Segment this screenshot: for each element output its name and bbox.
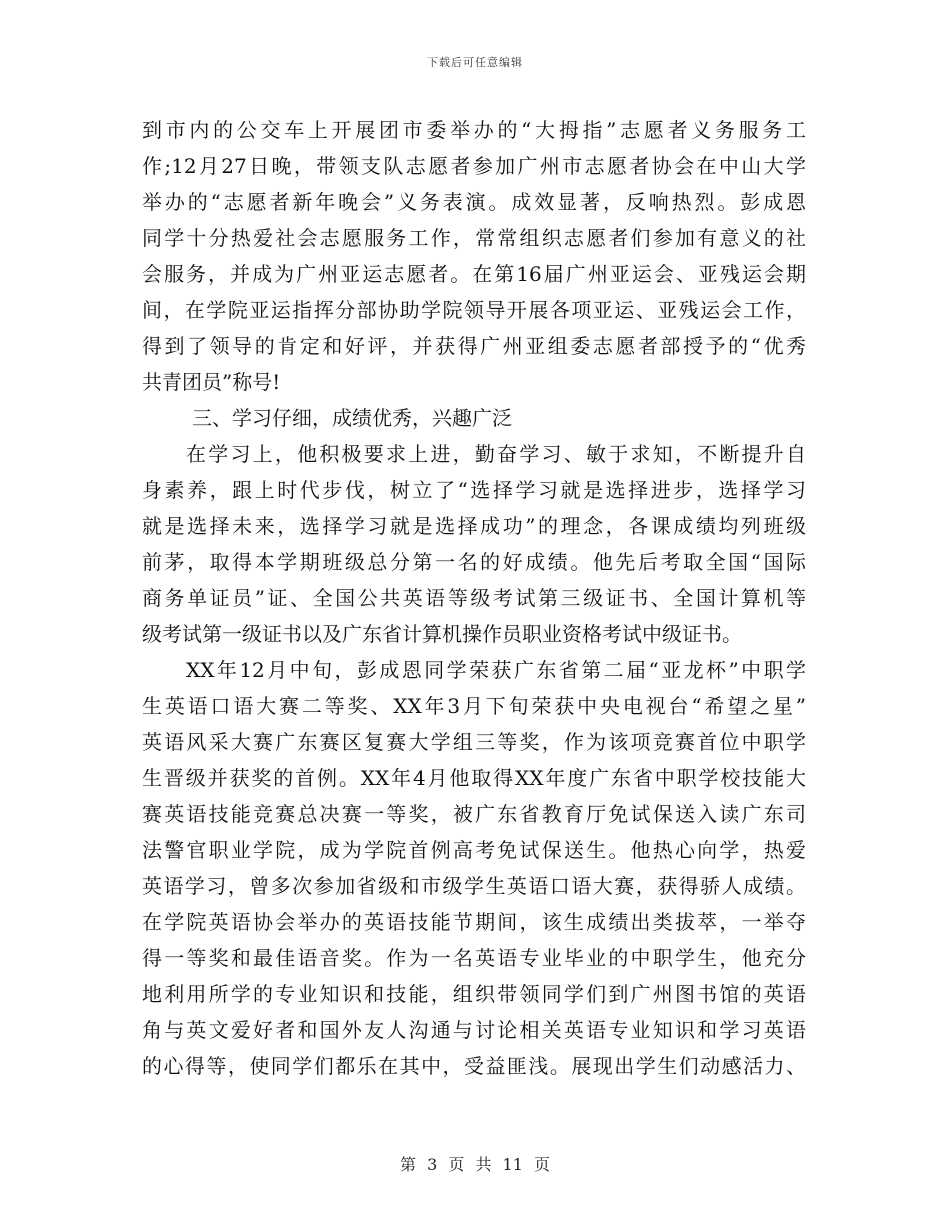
text-line: 会服务，并成为广州亚运志愿者。在第16届广州亚运会、亚残运会期 [142,262,806,286]
text-line: 作;12月27日晚，带领支队志愿者参加广州市志愿者协会在中山大学 [142,154,806,178]
page-number-footer: 第 3 页 共 11 页 [400,1155,550,1174]
text-line: 举办的“志愿者新年晚会”义务表演。成效显著，反响热烈。彭成恩 [142,190,806,214]
text-line: 同学十分热爱社会志愿服务工作，常常组织志愿者们参加有意义的社 [142,226,806,250]
text-line: 得一等奖和最佳语音奖。作为一名英语专业毕业的中职学生，他充分 [142,946,806,970]
section-heading: 三、学习仔细，成绩优秀，兴趣广泛 [192,406,512,430]
text-line: 前茅，取得本学期班级总分第一名的好成绩。他先后考取全国“国际 [142,550,806,574]
text-line: 生英语口语大赛二等奖、XX年3月下旬荣获中央电视台“希望之星” [142,694,806,718]
text-line: 到市内的公交车上开展团市委举办的“大拇指”志愿者义务服务工 [142,118,806,142]
document-body [142,112,806,1084]
text-line: 间，在学院亚运指挥分部协助学院领导开展各项亚运、亚残运会工作， [142,298,806,322]
text-line: 商务单证员”证、全国公共英语等级考试第三级证书、全国计算机等 [142,586,806,610]
text-line: 赛英语技能竞赛总决赛一等奖，被广东省教育厅免试保送入读广东司 [142,802,806,826]
text-line: 就是选择未来，选择学习就是选择成功”的理念，各课成绩均列班级 [142,514,806,538]
page-header-note: 下载后可任意编辑 [427,56,523,69]
text-line: 生晋级并获奖的首例。XX年4月他取得XX年度广东省中职学校技能大 [142,766,806,790]
text-line: 的心得等，使同学们都乐在其中，受益匪浅。展现出学生们动感活力、 [142,1054,806,1078]
text-line: 在学院英语协会举办的英语技能节期间，该生成绩出类拔萃，一举夺 [142,910,806,934]
text-line: 身素养，跟上时代步伐，树立了“选择学习就是选择进步，选择学习 [142,478,806,502]
text-line: 在学习上，他积极要求上进，勤奋学习、敏于求知，不断提升自 [186,442,806,466]
text-line: 角与英文爱好者和国外友人沟通与讨论相关英语专业知识和学习英语 [142,1018,806,1042]
text-line: 地利用所学的专业知识和技能，组织带领同学们到广州图书馆的英语 [142,982,806,1006]
text-line: XX年12月中旬，彭成恩同学荣获广东省第二届“亚龙杯”中职学 [186,658,806,682]
text-line: 英语学习，曾多次参加省级和市级学生英语口语大赛，获得骄人成绩。 [142,874,806,898]
text-line: 英语风采大赛广东赛区复赛大学组三等奖，作为该项竞赛首位中职学 [142,730,806,754]
text-line: 共青团员”称号! [142,370,281,394]
text-line: 级考试第一级证书以及广东省计算机操作员职业资格考试中级证书。 [142,622,742,646]
text-line: 得到了领导的肯定和好评，并获得广州亚组委志愿者部授予的“优秀 [142,334,806,358]
text-line: 法警官职业学院，成为学院首例高考免试保送生。他热心向学，热爱 [142,838,806,862]
